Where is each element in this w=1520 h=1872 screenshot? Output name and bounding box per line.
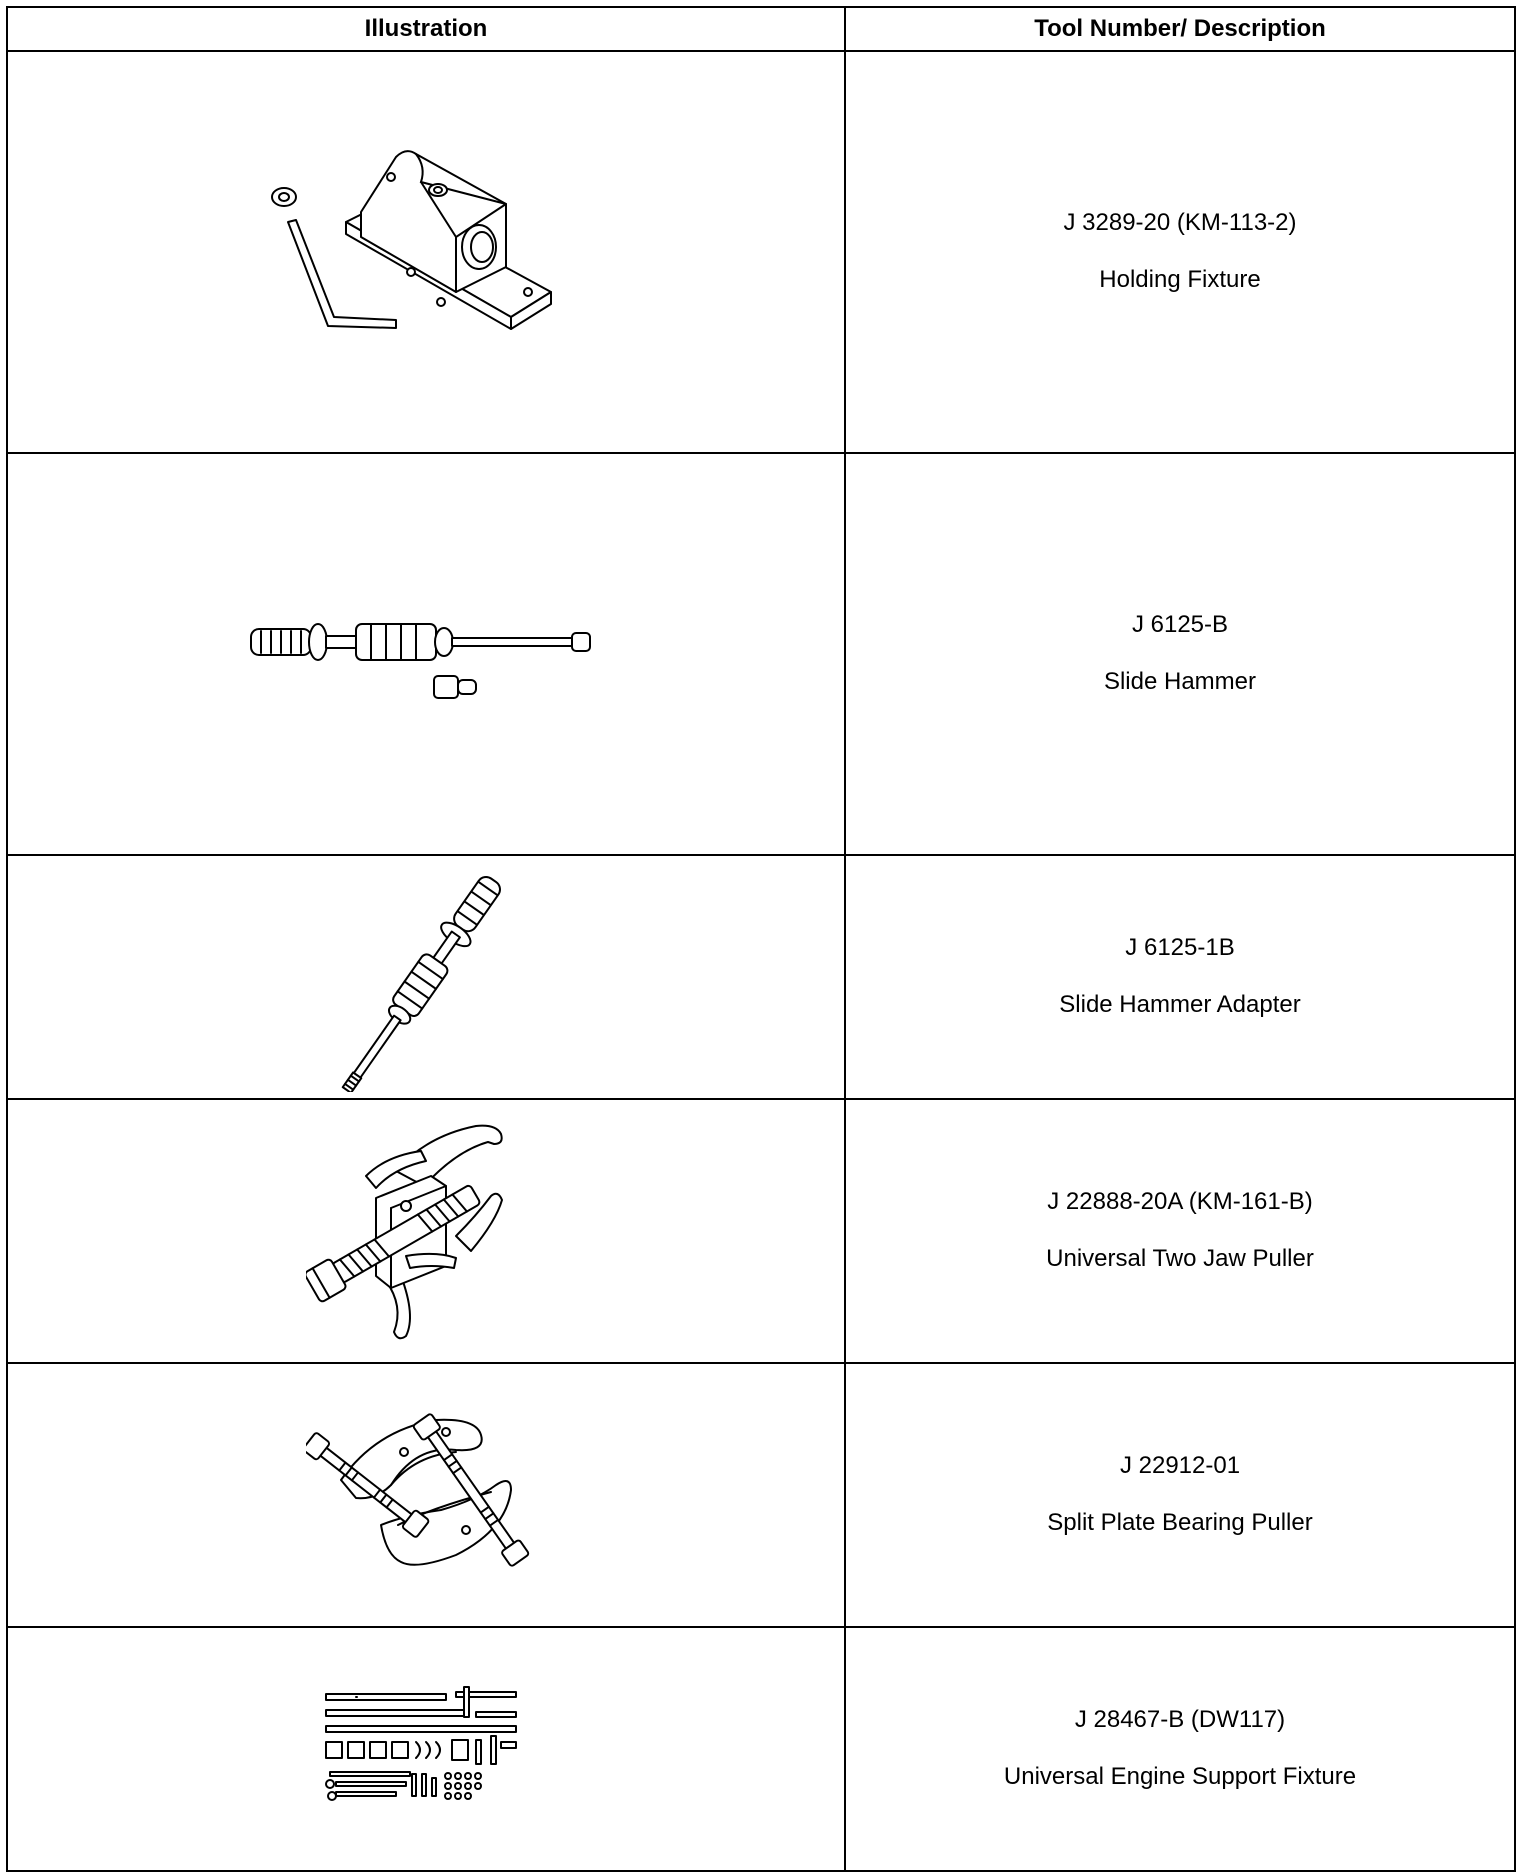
- description-cell: [845, 453, 1515, 855]
- special-tools-table: [6, 6, 1516, 1872]
- tool-number: J 6125-B: [1131, 611, 1229, 639]
- description-cell: [845, 855, 1515, 1099]
- table-row: [7, 453, 1515, 855]
- illustration-cell: [7, 1099, 845, 1363]
- table-row: [7, 855, 1515, 1099]
- tool-name: Holding Fixture: [1099, 266, 1261, 293]
- two-jaw-puller-illustration: [306, 1116, 546, 1346]
- engine-support-fixture-illustration: [316, 1684, 536, 1814]
- description-cell: [845, 1627, 1515, 1871]
- tool-name: Universal Engine Support Fixture: [1003, 1763, 1357, 1790]
- slide-hammer-adapter-illustration: [306, 862, 546, 1092]
- tool-number: J 28467-B (DW117): [1074, 1706, 1286, 1734]
- tool-name: Slide Hammer: [1103, 668, 1257, 695]
- table-row: [7, 1099, 1515, 1363]
- tool-name: Universal Two Jaw Puller: [1046, 1245, 1314, 1272]
- tool-number: J 22888-20A (KM-161-B): [1047, 1188, 1313, 1216]
- split-plate-puller-illustration: [306, 1390, 546, 1600]
- illustration-column-header: Illustration: [7, 7, 845, 51]
- tool-name: Split Plate Bearing Puller: [1047, 1509, 1313, 1536]
- tool-name: Slide Hammer Adapter: [1059, 991, 1301, 1018]
- description-cell: [845, 1099, 1515, 1363]
- tool-number: J 3289-20 (KM-113-2): [1063, 209, 1297, 237]
- illustration-cell: [7, 1627, 845, 1871]
- illustration-cell: [7, 1363, 845, 1627]
- tool-column-header: Tool Number/ Description: [845, 7, 1515, 51]
- description-cell: [845, 1363, 1515, 1627]
- table-row: [7, 51, 1515, 453]
- description-cell: [845, 51, 1515, 453]
- table-row: [7, 1363, 1515, 1627]
- illustration-cell: [7, 855, 845, 1099]
- illustration-cell: [7, 453, 845, 855]
- slide-hammer-illustration: [246, 604, 606, 704]
- table-row: [7, 1627, 1515, 1871]
- header-row: [7, 7, 1515, 51]
- tool-number: J 22912-01: [1119, 1452, 1241, 1480]
- illustration-cell: [7, 51, 845, 453]
- tool-number: J 6125-1B: [1125, 934, 1235, 962]
- holding-fixture-illustration: [266, 142, 586, 362]
